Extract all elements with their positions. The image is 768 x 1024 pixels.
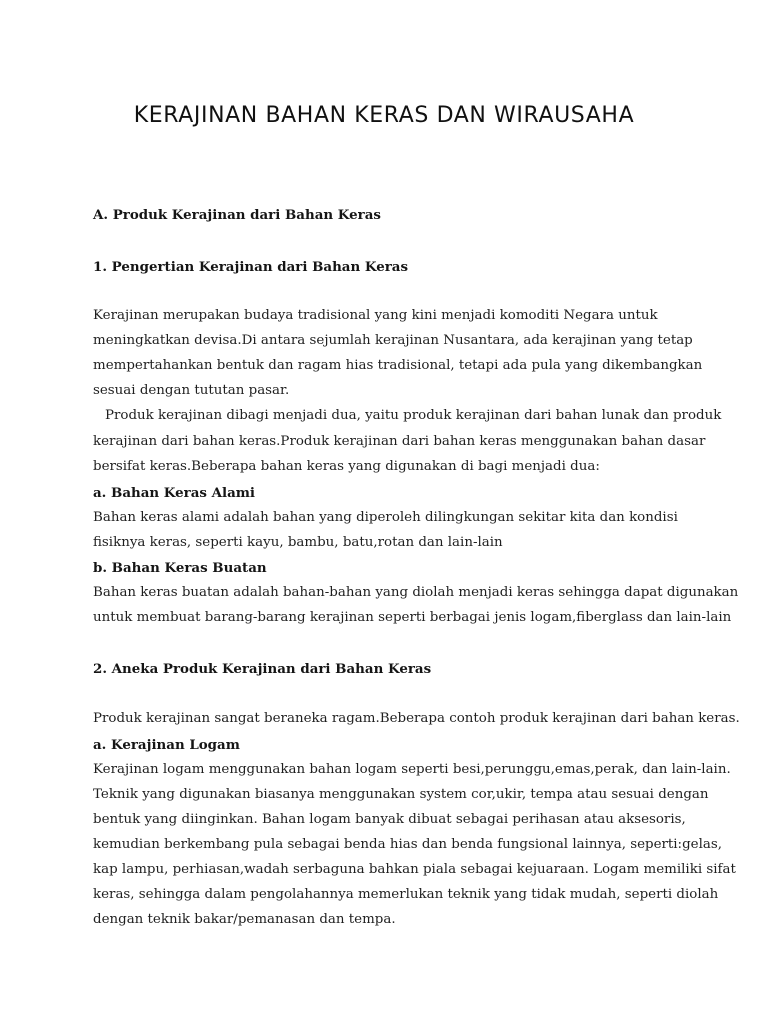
document-title: KERAJINAN BAHAN KERAS DAN WIRAUSAHA: [133, 103, 635, 128]
paragraph-line: sesuai dengan tututan pasar.: [93, 383, 290, 398]
paragraph-line: kerajinan dari bahan keras.Produk kerajinan dari bahan keras menggunakan bahan dasar: [93, 434, 706, 449]
item-a-heading: a. Bahan Keras Alami: [93, 485, 256, 501]
subsection-1-heading: 1. Pengertian Kerajinan dari Bahan Keras: [93, 259, 409, 275]
paragraph-line: Produk kerajinan sangat beraneka ragam.Beberapa contoh produk kerajinan dari bahan keras.: [93, 711, 740, 726]
paragraph-line: kap lampu, perhiasan,wadah serbaguna bahkan piala sebagai kejuaraan. Logam memiliki sifat: [93, 862, 736, 877]
subsection-2-heading: 2. Aneka Produk Kerajinan dari Bahan Keras: [93, 661, 432, 677]
paragraph-line: Produk kerajinan dibagi menjadi dua, yaitu produk kerajinan dari bahan lunak dan produk: [105, 408, 722, 423]
paragraph-line: mempertahankan bentuk dan ragam hias tradisional, tetapi ada pula yang dikembangkan: [93, 358, 703, 373]
paragraph-line: dengan teknik bakar/pemanasan dan tempa.: [93, 912, 396, 927]
paragraph-line: Teknik yang digunakan biasanya menggunakan system cor,ukir, tempa atau sesuai dengan: [93, 787, 709, 802]
paragraph-line: Bahan keras alami adalah bahan yang diperoleh dilingkungan sekitar kita dan kondisi: [93, 510, 678, 525]
paragraph-line: meningkatkan devisa.Di antara sejumlah kerajinan Nusantara, ada kerajinan yang tetap: [93, 333, 693, 348]
paragraph-line: kemudian berkembang pula sebagai benda hias dan benda fungsional lainnya, seperti:gelas,: [93, 837, 722, 852]
paragraph-line: bentuk yang diinginkan. Bahan logam banyak dibuat sebagai perihasan atau aksesoris,: [93, 812, 686, 827]
paragraph-line: Kerajinan logam menggunakan bahan logam seperti besi,perunggu,emas,perak, dan lain-lain.: [93, 762, 731, 777]
paragraph-line: Bahan keras buatan adalah bahan-bahan yang diolah menjadi keras sehingga dapat digunakan: [93, 585, 739, 600]
section-a-heading: A. Produk Kerajinan dari Bahan Keras: [93, 207, 381, 223]
paragraph-line: keras, sehingga dalam pengolahannya memerlukan teknik yang tidak mudah, seperti diolah: [93, 887, 719, 902]
paragraph-line: fisiknya keras, seperti kayu, bambu, batu,rotan dan lain-lain: [93, 535, 503, 550]
item-b-heading: b. Bahan Keras Buatan: [93, 560, 267, 576]
paragraph-line: untuk membuat barang-barang kerajinan seperti berbagai jenis logam,fiberglass dan lain-lain: [93, 610, 732, 625]
paragraph-line: Kerajinan merupakan budaya tradisional yang kini menjadi komoditi Negara untuk: [93, 308, 658, 323]
item-logam-heading: a. Kerajinan Logam: [93, 737, 240, 753]
paragraph-line: bersifat keras.Beberapa bahan keras yang digunakan di bagi menjadi dua:: [93, 459, 600, 474]
